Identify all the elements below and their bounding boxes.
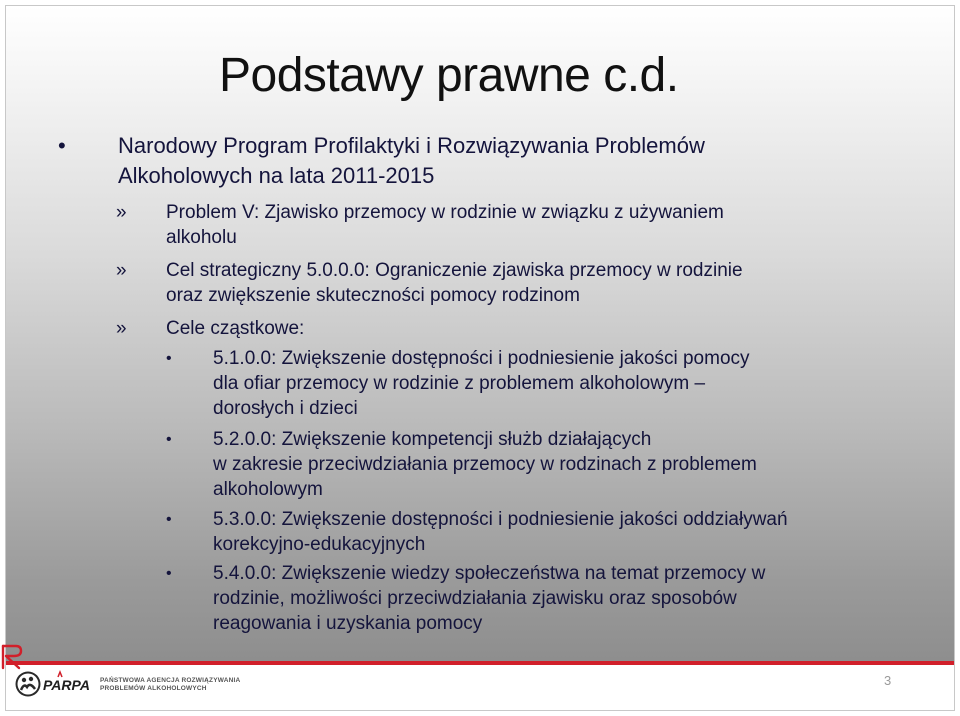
slide-title: Podstawy prawne c.d.	[219, 49, 679, 102]
goal-line: reagowania i uzyskania pomocy	[213, 613, 483, 634]
logo-text: PARPA	[43, 677, 90, 693]
main-bullet-line-1: Narodowy Program Profilaktyki i Rozwiązywania Problemów	[118, 133, 705, 158]
bullet-dot: •	[166, 565, 172, 582]
goal-line: 5.2.0.0: Zwiększenie kompetencji służb działających	[213, 429, 652, 450]
agency-name	[100, 677, 240, 693]
agency-name-line-2: PROBLEMÓW ALKOHOLOWYCH	[100, 685, 207, 692]
goal-line: dla ofiar przemocy w rodzinie z problemem alkoholowym –	[213, 373, 706, 394]
goal-line: 5.3.0.0: Zwiększenie dostępności i podniesienie jakości oddziaływań	[213, 509, 788, 530]
slide-content-area	[6, 6, 954, 661]
bullet-dot: •	[166, 431, 172, 448]
goal-line: rodzinie, możliwości przeciwdziałania zjawisku oraz sposobów	[213, 588, 737, 609]
sub-marker: »	[116, 318, 127, 339]
goal-line: w zakresie przeciwdziałania przemocy w rodzinach z problemem	[213, 454, 757, 475]
sub-item-line: Problem V: Zjawisko przemocy w rodzinie w związku z używaniem	[166, 202, 724, 223]
sub-marker: »	[116, 260, 127, 281]
goal-line: dorosłych i dzieci	[213, 398, 358, 419]
goal-line: 5.4.0.0: Zwiększenie wiedzy społeczeństwa na temat przemocy w	[213, 563, 766, 584]
sub-item-line: alkoholu	[166, 227, 237, 248]
sub-item-line: Cel strategiczny 5.0.0.0: Ograniczenie zjawiska przemocy w rodzinie	[166, 260, 743, 281]
bullet-dot: •	[166, 350, 172, 367]
sub-item-line: Cele cząstkowe:	[166, 318, 305, 339]
sub-item-line: oraz zwiększenie skuteczności pomocy rodzinom	[166, 285, 580, 306]
corner-logo-icon	[0, 640, 24, 670]
parpa-logo-icon	[14, 668, 98, 700]
bullet-dot: •	[58, 133, 66, 158]
page-number: 3	[884, 673, 892, 688]
goal-line: 5.1.0.0: Zwiększenie dostępności i podniesienie jakości pomocy	[213, 348, 750, 369]
slide	[5, 5, 955, 711]
main-bullet-line-2: Alkoholowych na lata 2011-2015	[118, 163, 435, 188]
bullet-dot: •	[166, 511, 172, 528]
goal-line: korekcyjno-edukacyjnych	[213, 534, 426, 555]
agency-name-line-1: PAŃSTWOWA AGENCJA ROZWIĄZYWANIA	[100, 677, 241, 684]
sub-marker: »	[116, 202, 127, 223]
goal-line: alkoholowym	[213, 479, 323, 500]
